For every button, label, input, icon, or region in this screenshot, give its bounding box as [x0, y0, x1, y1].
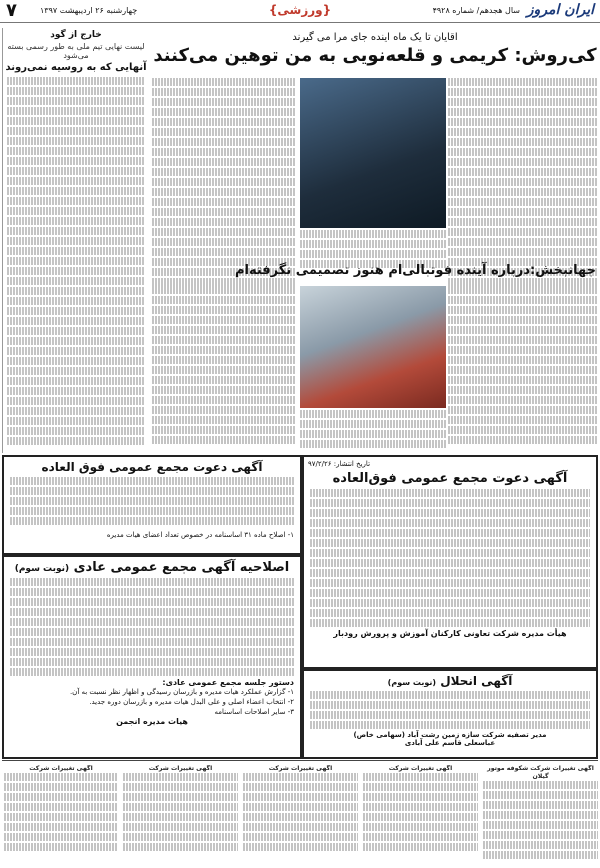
ad1-body — [304, 489, 596, 629]
issue-number: سال هجدهم/ شماره ۴۹۲۸ — [432, 6, 520, 15]
ad4-title-suffix: (نوبت سوم) — [387, 678, 437, 687]
page-number: ۷ — [6, 0, 17, 21]
section-title: {ورزشی} — [268, 3, 332, 17]
footer-column-title: آگهی تغییرات شرکت شکوفه موتور گیلان — [487, 765, 594, 780]
newspaper-logo: ایران امروز — [526, 2, 594, 18]
sidebar-body-text — [3, 77, 149, 457]
ad1-signature: هیأت مدیره شرکت تعاونی کارکنان آموزش و پرورش رودبار — [333, 629, 567, 638]
footer-classifieds — [2, 760, 598, 867]
ad3-item: ۲- انتخاب اعضاء اصلی و علی البدل هیات مدیره و بازرسان دوره جدید. — [89, 698, 294, 706]
ad1-date: تاریخ انتشار: ۹۷/۲/۲۶ — [308, 460, 371, 468]
second-column-right — [448, 286, 598, 451]
ad-extraordinary-meeting — [2, 455, 302, 555]
footer-column-title: آگهی تغییرات شرکت — [29, 765, 93, 772]
footer-column-title: آگهی تغییرات شرکت — [148, 765, 213, 772]
ad2-body — [4, 477, 300, 531]
footer-column-title: آگهی تغییرات شرکت — [268, 765, 333, 772]
issue-date: چهارشنبه ۲۶ اردیبهشت ۱۳۹۷ — [40, 6, 138, 15]
footer-column-body — [243, 773, 358, 853]
ad-dissolution — [302, 669, 598, 759]
lead-headline: کی‌روش: کریمی و قلعه‌نویی به من توهین می‌کنند — [153, 45, 597, 66]
ad4-signature: مدیر تصفیه شرکت سازه زمین رشت آباد (سهامی خاص) — [353, 731, 547, 739]
ad3-body — [4, 578, 300, 678]
queiroz-photo — [300, 78, 446, 228]
jahanbakhsh-photo — [300, 286, 446, 408]
footer-column — [243, 765, 358, 863]
footer-column-body — [123, 773, 238, 853]
ad3-item: ۱- گزارش عملکرد هیات مدیره و بازرسان رسیدگی و اظهار نظر نسبت به آن. — [69, 688, 294, 696]
footer-column — [483, 765, 598, 863]
footer-column-body — [4, 773, 118, 853]
sidebar-section-label: خارج از گود — [50, 30, 102, 40]
ad-ordinary-meeting-correction — [2, 555, 302, 759]
ad3-title-suffix: (نوبت سوم) — [14, 564, 70, 574]
ad4-name: عباسعلی قاسم علی آبادی — [404, 739, 496, 747]
page-header — [0, 0, 600, 23]
ad4-title: آگهی انحلال — [440, 674, 513, 688]
ad1-title: آگهی دعوت مجمع عمومی فوق‌العاده — [332, 471, 568, 486]
second-photo-caption — [300, 410, 446, 450]
ad3-agenda-heading: دستور جلسه مجمع عمومی عادی: — [162, 678, 294, 687]
footer-column — [4, 765, 118, 863]
ad3-items — [4, 687, 300, 717]
second-headline: جهانبخش:درباره آینده فوتبالی‌ام هنوز تصمیمی نگرفته‌ام — [235, 263, 596, 278]
second-column-left — [152, 286, 296, 451]
footer-column-title: آگهی تغییرات شرکت — [388, 765, 453, 772]
sidebar-column — [2, 28, 149, 453]
sidebar-kicker: لیست نهایی تیم ملی به طور رسمی بسته می‌شود — [7, 42, 145, 60]
sidebar-headline: آنهایی که به روسیه نمی‌روند — [5, 62, 147, 73]
footer-column — [363, 765, 478, 863]
ad4-body — [304, 691, 596, 731]
ad2-title: آگهی دعوت مجمع عمومی فوق العاده — [41, 460, 263, 474]
footer-column — [123, 765, 238, 863]
ad3-title: اصلاحیه آگهی مجمع عمومی عادی — [73, 560, 290, 575]
ad3-signature: هیات مدیره انجمن — [116, 717, 188, 726]
lead-kicker: اقایان تا یک ماه اینده جای مرا می گیرند — [292, 32, 458, 43]
footer-column-body — [363, 773, 478, 853]
ad-extraordinary-meeting-rudbar — [302, 455, 598, 669]
footer-column-body — [483, 781, 598, 861]
ad2-agenda: ۱- اصلاح ماده ۳۱ اساسنامه در خصوص تعداد اعضای هیات مدیره — [106, 531, 294, 539]
ad3-item: ۳- سایر اصلاحات اساسنامه — [214, 708, 294, 716]
main-article-area — [152, 28, 598, 453]
